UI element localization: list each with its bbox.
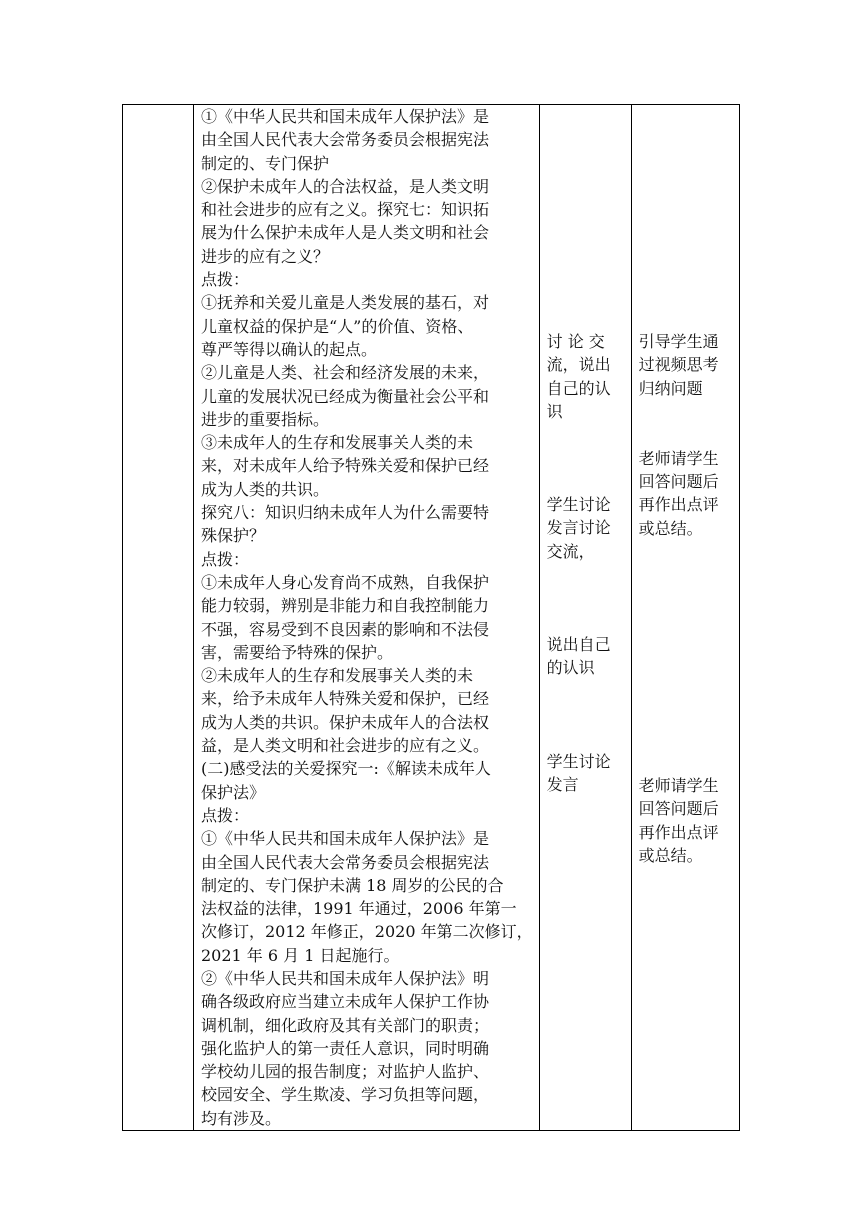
- content-line: 制定的、专门保护未满 18 周岁的公民的合: [201, 875, 504, 895]
- lesson-plan-table: [122, 104, 740, 1131]
- student-activity-line: 发言讨论: [546, 518, 611, 538]
- design-intent-line: 引导学生通: [638, 332, 719, 351]
- content-line: 保护法》: [201, 782, 266, 802]
- content-line: 来，对未成年人给予特殊关爱和保护已经: [201, 456, 490, 476]
- design-intent-line: 或总结。: [638, 518, 703, 538]
- content-line: ①抚养和关爱儿童是人类发展的基石，对: [201, 293, 490, 313]
- content-line: 能力较弱，辨别是非能力和自我控制能力: [201, 596, 490, 616]
- content-line: ②《中华人民共和国未成年人保护法》明: [201, 968, 490, 988]
- content-line: 探究八：知识归纳未成年人为什么需要特: [201, 503, 490, 523]
- table-row: [123, 105, 740, 1131]
- content-line: 2021 年 6 月 1 日起施行。: [201, 945, 400, 965]
- content-line: 和社会进步的应有之义。探究七：知识拓: [201, 200, 490, 220]
- content-line: 制定的、专门保护: [201, 153, 330, 173]
- content-line: (二)感受法的关爱探究一:《解读未成年人: [201, 759, 491, 779]
- content-line: 成为人类的共识。: [201, 479, 330, 499]
- design-intent-line: 或总结。: [638, 845, 703, 865]
- design-intent-line: 再作出点评: [638, 822, 719, 842]
- content-line: 点拨：: [201, 805, 250, 825]
- student-activity-line: 流，说出: [546, 355, 611, 375]
- content-line: 展为什么保护未成年人是人类文明和社会: [201, 223, 490, 243]
- design-intent-line: 老师请学生: [638, 448, 719, 468]
- content-line: 来，给予未成年人特殊关爱和保护，已经: [201, 689, 490, 709]
- content-line: 校园安全、学生欺凌、学习负担等问题，: [201, 1085, 490, 1105]
- content-line: 学校幼儿园的报告制度；对监护人监护、: [201, 1062, 490, 1082]
- content-line: 儿童的发展状况已经成为衡量社会公平和: [201, 386, 490, 406]
- content-line: 害，需要给予特殊的保护。: [201, 642, 394, 662]
- content-line: 由全国人民代表大会常务委员会根据宪法: [201, 852, 490, 872]
- content-line: 强化监护人的第一责任人意识，同时明确: [201, 1038, 490, 1058]
- student-activity-line: 讨 论 交: [546, 332, 605, 351]
- content-line: 进步的重要指标。: [201, 409, 330, 429]
- student-activity-line: 识: [546, 401, 563, 421]
- student-activity-line: 说出自己: [546, 635, 611, 655]
- content-line: ①《中华人民共和国未成年人保护法》是: [201, 107, 490, 126]
- design-intent-cell: [631, 105, 739, 1131]
- content-line: 进步的应有之义？: [201, 246, 330, 266]
- content-line: 殊保护？: [201, 526, 266, 546]
- student-activity-line: 发言: [546, 774, 579, 794]
- student-activity-line: 学生讨论: [546, 495, 611, 515]
- empty-stage-cell: [123, 105, 194, 1131]
- content-line: 成为人类的共识。保护未成年人的合法权: [201, 712, 490, 732]
- design-intent-line: 归纳问题: [638, 378, 703, 398]
- design-intent-line: 过视频思考: [638, 355, 719, 375]
- content-line: 尊严等得以确认的起点。: [201, 339, 378, 359]
- content-line: ①《中华人民共和国未成年人保护法》是: [201, 829, 490, 849]
- content-line: 次修订，2012 年修正，2020 年第二次修订，: [201, 922, 533, 942]
- content-line: ②保护未成年人的合法权益，是人类文明: [201, 176, 490, 196]
- student-activity-line: 交流，: [546, 541, 595, 561]
- content-line: 点拨：: [201, 549, 250, 569]
- content-line: 点拨：: [201, 270, 250, 290]
- content-line: 调机制，细化政府及其有关部门的职责；: [201, 1015, 490, 1035]
- design-intent-line: 再作出点评: [638, 495, 719, 515]
- content-line: 均有涉及。: [201, 1108, 282, 1128]
- design-intent-line: 回答问题后: [638, 472, 719, 492]
- content-line: 由全国人民代表大会常务委员会根据宪法: [201, 130, 490, 150]
- student-activity-cell: [539, 105, 631, 1131]
- content-line: ②未成年人的生存和发展事关人类的未: [201, 666, 474, 686]
- content-line: 儿童权益的保护是“人”的价值、资格、: [201, 316, 474, 336]
- teaching-content-text: [194, 105, 539, 1130]
- content-line: ③未成年人的生存和发展事关人类的未: [201, 433, 474, 453]
- student-activity-line: 的认识: [546, 658, 595, 678]
- content-line: ①未成年人身心发育尚不成熟，自我保护: [201, 572, 490, 592]
- content-line: 确各级政府应当建立未成年人保护工作协: [201, 992, 490, 1012]
- content-line: 法权益的法律，1991 年通过，2006 年第一: [201, 899, 517, 919]
- student-activity-line: 自己的认: [546, 378, 611, 398]
- teaching-content-cell: [194, 105, 540, 1131]
- student-activity-line: 学生讨论: [546, 751, 611, 771]
- content-line: 益，是人类文明和社会进步的应有之义。: [201, 736, 490, 756]
- design-intent-line: 回答问题后: [638, 799, 719, 819]
- design-intent-line: 老师请学生: [638, 776, 719, 796]
- content-line: ②儿童是人类、社会和经济发展的未来，: [201, 363, 490, 383]
- content-line: 不强，容易受到不良因素的影响和不法侵: [201, 619, 490, 639]
